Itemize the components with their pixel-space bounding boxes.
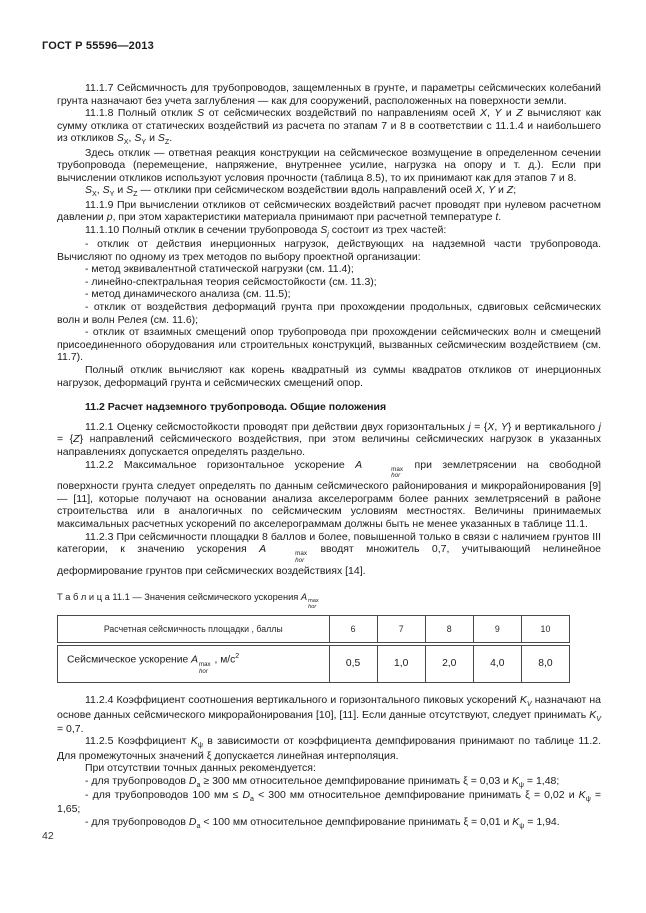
- formula-script: max hor: [391, 465, 404, 480]
- table-header-cell: 8: [425, 616, 473, 645]
- paragraph: - линейно-спектральная теория сейсмостойкости (см. 11.3);: [85, 275, 377, 288]
- paragraph: - для трубопроводов 100 мм ≤ $D_а < 300$ мм относительное демпфирование принимать ξ = 0,02 и $K_\psi = 1,65$;: [57, 789, 602, 816]
- table-cell: 0,5: [329, 644, 377, 683]
- paragraph: $S_X$, $S_Y$ и $S_Z$ — отклики при сейсмическом воздействии вдоль направлений осей X, Y и Z;: [85, 184, 517, 199]
- paragraph: 11.1.8 Полный отклик S от сейсмических воздействий по направлениям осей X, Y и Z вычисляют как сумму отклика от статических воздействий из расчета по этапам 7 и 8 в соответствии с 11.1.4 и наибольшего из откликов $S_X$, $S_Y$ и $S_Z$.: [57, 107, 601, 147]
- paragraph: - отклик от действия инерционных нагрузок, действующих на надземной части трубопровода. Вычисляют по одному из трех методов по выбору проектной организации:: [57, 238, 601, 263]
- table-11-1: [57, 615, 570, 683]
- table-header-row: [58, 616, 570, 645]
- paragraph: Полный отклик вычисляют как корень квадратный из суммы квадратов откликов от инерционных нагрузок, деформаций грунта и сейсмических смещений опор.: [57, 363, 601, 389]
- paragraph: - метод динамического анализа (см. 11.5);: [85, 288, 291, 301]
- paragraph: 11.2.2 Максимальное горизонтальное ускорение A max hor при землетрясении на свободной поверхности грунта следует определять по данным сейсмического районирования и микрорайонирования [9] — [11], которые получают на основании анализа акселерограмм более ранних землетрясений в районе строительства или в аналогичных по сейсмическим условиям местностях. Величины принимаемых максимальных расчетных ускорений по акселерограммам должны быть не менее указанных в таблице 11.1.: [57, 458, 601, 531]
- table-header-cell: 9: [473, 616, 521, 645]
- table-cell: 4,0: [473, 644, 521, 683]
- paragraph: - отклик от воздействия деформаций грунта при прохождении продольных, сдвиговых сейсмических волн и волн Релея (см. 11.6);: [57, 301, 601, 326]
- text-section-after-table: [57, 694, 601, 830]
- formula-script: max hor: [308, 598, 319, 611]
- formula-script: max hor: [295, 550, 308, 565]
- table-header-cell: 7: [377, 616, 425, 645]
- paragraph: - для трубопроводов $D_а < 100$ мм относительное демпфирование принимать ξ = 0,01 и $K_\psi = 1,94$.: [85, 815, 560, 831]
- text-section-before-table: [57, 82, 601, 578]
- doc-header: ГОСТ Р 55596—2013: [42, 40, 154, 52]
- formula-script: max hor: [198, 660, 211, 675]
- table-cell: Сейсмическое ускорение A max hor , $м/с^2$: [58, 644, 330, 683]
- table-cell: 2,0: [425, 644, 473, 683]
- paragraph: 11.1.7 Сейсмичность для трубопроводов, защемленных в грунте, и параметры сейсмических колебаний грунта назначают без учета заглубления — как для сооружений, расположенных на поверхности земли.: [57, 82, 601, 107]
- table-header-cell: 10: [521, 616, 569, 645]
- paragraph: Здесь отклик — ответная реакция конструкции на сейсмическое возмущение в определенном сечении трубопровода (перемещение, напряжение, внутреннее усилие, нагрузка на опору и т. д.). Если при вычислении откликов используют условия прочности (таблица 8.5), то их принимают как для этапов 7 и 8.: [57, 146, 601, 184]
- section-heading: 11.2 Расчет надземного трубопровода. Общие положения: [85, 401, 387, 414]
- table-header-cell: 6: [329, 616, 377, 645]
- paragraph: 11.2.1 Оценку сейсмостойкости проводят при действии двух горизонтальных j = {X, Y} и вертикального j = {Z} направлений сейсмического воздействия, при этом величины сейсмических нагрузок в указанных направлениях допускается определять раздельно.: [57, 420, 601, 458]
- paragraph: При отсутствии точных данных рекомендуется:: [85, 762, 316, 775]
- paragraph: 11.2.4 Коэффициент соотношения вертикального и горизонтального пиковых ускорений $K_V$ назначают на основе данных сейсмического микрорайонирования [10], [11]. Если данные отсутствуют, следует принимать $K_V = 0,7$.: [57, 694, 601, 735]
- paragraph: 11.1.10 Полный отклик в сечении трубопровода $S_j$ состоит из трех частей:: [85, 223, 447, 238]
- table-caption: Т а б л и ц а 11.1 — Значения сейсмического ускорения A max hor: [57, 591, 319, 611]
- paragraph: - отклик от взаимных смещений опор трубопровода при прохождении сейсмических волн и смещений присоединенного оборудования или строительных конструкций, вызванных сейсмическим воздействием (см. 11.7).: [57, 326, 601, 364]
- paragraph: - для трубопроводов $D_а \ge 300$ мм относительное демпфирование принимать ξ = 0,03 и $K_\psi = 1,48$;: [85, 774, 560, 789]
- table-block: [57, 591, 601, 684]
- table-row: [58, 644, 570, 683]
- paragraph: - метод эквивалентной статической нагрузки (см. 11.4);: [85, 263, 354, 276]
- paragraph: 11.2.5 Коэффициент $K_\psi$ в зависимости от коэффициента демпфирования принимают по таблице 11.2. Для промежуточных значений ξ допускается линейная интерполяция.: [57, 735, 602, 762]
- table-cell: 8,0: [521, 644, 569, 683]
- paragraph: 11.2.3 При сейсмичности площадки 8 баллов и более, повышенной только в связи с наличием грунтов III категории, к значению ускорения A max hor вводят множитель 0,7, учитывающий нелинейное деформирование грунтов при сейсмических воздействиях [14].: [57, 530, 601, 577]
- table-cell: 1,0: [377, 644, 425, 683]
- page-number: 42: [42, 830, 54, 842]
- document-body: [57, 82, 601, 830]
- table-header-cell: Расчетная сейсмичность площадки , баллы: [58, 616, 330, 645]
- paragraph: 11.1.9 При вычислении откликов от сейсмических воздействий расчет проводят при нулевом расчетном давлении p, при этом характеристики материала принимают при расчетной температуре t.: [57, 198, 601, 224]
